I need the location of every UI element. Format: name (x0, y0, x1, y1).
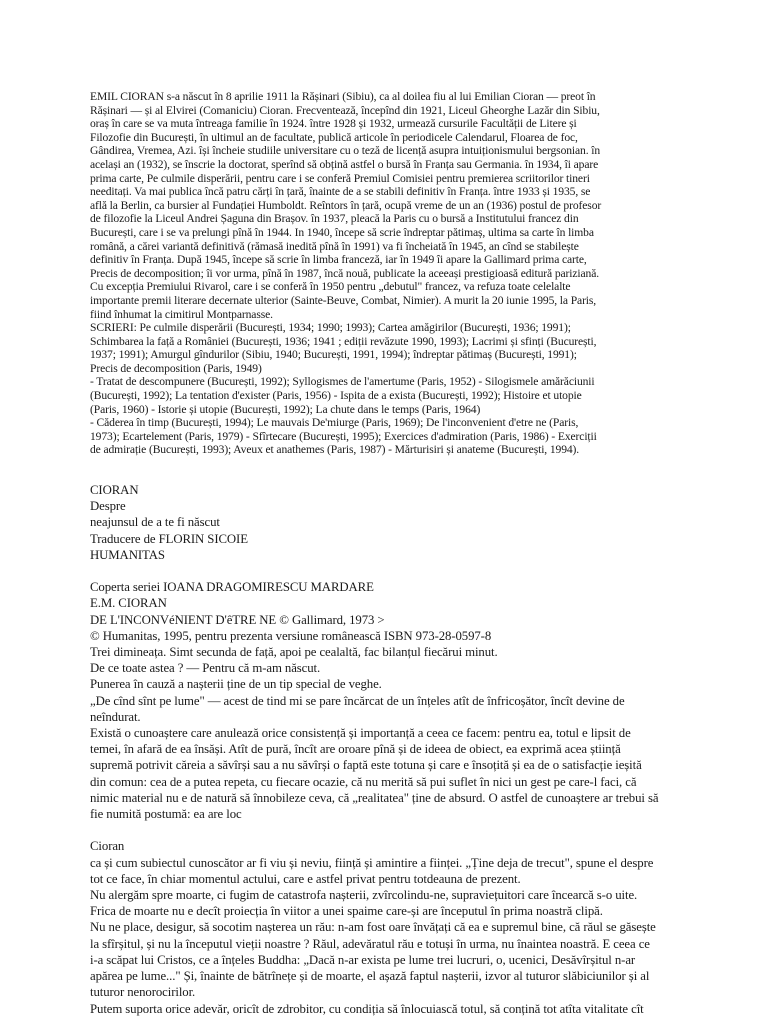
body-text-line: tuturor nenorocirilor. (90, 985, 196, 1000)
body-text-line: i-a scăpat lui Cristos, ce a înțeles Buddha: „Dacă n-ar exista pe lume trei lucruri, o, ucenici, Desăvîrșitul n-ar (90, 952, 636, 967)
body-text-line: Frica de moarte nu e decît proiecția în viitor a unei spaime care-și are începutul în prima noastră clipă. (90, 904, 603, 919)
biography-line: importante premii literare decernate ulterior (Sainte-Beuve, Combat, Nimier). A murit la 20 iunie 1995, la Paris, (90, 293, 597, 307)
biography-line: Filozofie din București, în ultimul an de facultate, publică articole în periodicele Calendarul, Floarea de foc, (90, 130, 578, 144)
biography-line: 1973); Ecartelement (Paris, 1979) - Sfîrtecare (București, 1995); Exercices d'admiration (Paris, 1986) - Exerciții (90, 429, 597, 443)
biography-line: București, care i se va prelungi pînă în 1944. In 1940, începe să scrie îndreptar pătimaș, ultima sa carte în limba (90, 225, 594, 239)
body-text-line: supremă potrivit căreia a săvîrși sau a nu săvîrși o faptă este totuna și care e însoțită și ea de o satisfacție ieșită (90, 758, 642, 773)
body-text-line: Nu alergăm spre moarte, ci fugim de catastrofa nașterii, zvîrcolindu-ne, supraviețuitori care încearcă s-o uite. (90, 888, 638, 903)
biography-line: de admirație (București, 1993); Aveux et anathemes (Paris, 1987) - Mărturisiri și anateme (București, 1994). (90, 443, 580, 457)
biography-line: 1937; 1991); Amurgul gîndurilor (Sibiu, 1940; București, 1991, 1994); îndreptar pătimaș (București, 1991); (90, 348, 577, 362)
body-text-line: Coperta seriei IOANA DRAGOMIRESCU MARDARE (90, 580, 374, 595)
body-text-line: Punerea în cauză a nașterii ține de un tip special de veghe. (90, 677, 382, 692)
biography-line: același an (1932), se înscrie la doctorat, sperînd să obțină astfel o bursă în Franța sau Germania. în 1934, îi apare (90, 157, 599, 171)
body-text-line: E.M. CIORAN (90, 596, 167, 611)
body-text-line: CIORAN (90, 483, 139, 497)
biography-line: Cu excepția Premiului Rivarol, care i se conferă în 1950 pentru „debutul" francez, va refuza toate celelalte (90, 280, 571, 294)
body-text-line: Traducere de FLORIN SICOIE (90, 531, 248, 546)
biography-line: (Paris, 1960) - Istorie și utopie (București, 1992); La chute dans le temps (Paris, 1964) (90, 402, 481, 416)
biography-line: needitați. Va mai publica încă patru cărți în țară, înainte de a se stabili definitiv în Franța. între 1933 și 1935, se (90, 185, 591, 199)
body-text-line: temei, în afară de ea însăși. Atît de pură, încît are oroare pînă și de ideea de obiect, ea exprimă acea știință (90, 742, 621, 757)
body-text-line: Despre (90, 499, 126, 514)
body-text-line: neajunsul de a te fi născut (90, 515, 220, 530)
biography-line: - Tratat de descompunere (București, 1992); Syllogismes de l'amertume (Paris, 1952) - Silogismele amărăciunii (90, 375, 595, 389)
body-text-line: fie numită postumă: ea are loc (90, 807, 242, 822)
body-text-line: © Humanitas, 1995, pentru prezenta versiune românească ISBN 973-28-0597-8 (90, 628, 492, 643)
biography-line: SCRIERI: Pe culmile disperării (București, 1934; 1990; 1993); Cartea amăgirilor (București, 1936; 1991); (90, 321, 571, 335)
biography-line: află la Berlin, ca bursier al Fundației Humboldt. Reîntors în țară, ocupă vreme de un an (1936) postul de profesor (90, 198, 602, 212)
biography-line: - Căderea în timp (București, 1994); Le mauvais De'miurge (Paris, 1969); De l'inconvenient d'etre ne (Paris, (90, 416, 579, 430)
body-text-line: Putem suporta orice adevăr, oricît de zdrobitor, cu condiția să înlocuiască totul, să conțină tot atîta vitalitate cît (90, 1001, 644, 1016)
body-text-line: ca și cum subiectul cunoscător ar fi viu și neviu, ființă și amintire a ființei. „Ține deja de trecut", spune el despre (90, 855, 654, 870)
body-text-line: Cioran (90, 839, 125, 854)
body-text-line: la sfîrșitul, și nu la începutul vieții noastre ? Răul, adevăratul rău e totuși în urma, nu înaintea noastră. E ceea ce (90, 936, 650, 951)
biography-line: română, a cărei variantă definitivă (rămasă inedită pînă în 1991) va fi încheiată în 1945, an cînd se stabilește (90, 239, 579, 253)
body-text-line: tot ce face, în chiar momentul actului, care e astfel privat pentru totdeauna de prezent. (90, 871, 521, 886)
body-text-line: apărea pe lume..." Și, înainte de bătrînețe și de moarte, el așază faptul nașterii, izvor al tuturor slăbiciunilor și al (90, 969, 650, 984)
biography-line: fiind înhumat la cimitirul Montparnasse. (90, 307, 273, 321)
body-text-line: HUMANITAS (90, 547, 165, 562)
body-text-line: Trei dimineața. Simt secunda de față, apoi pe cealaltă, fac bilanțul fiecărui minut. (90, 645, 498, 660)
body-text-line (90, 563, 686, 579)
body-text-line: neîndurat. (90, 709, 141, 724)
body-text-line (90, 822, 686, 838)
biography-line: Precis de decomposition; îi vor urma, pînă în 1987, încă nouă, publicate la aceeași prestigioasă editură pariziană. (90, 266, 600, 280)
biography-line: de filozofie la Liceul Andrei Șaguna din Brașov. în 1937, pleacă la Paris cu o bursă a Institutului francez din (90, 212, 579, 226)
biography-line: Schimbarea la față a României (București, 1936; 1941 ; ediții revăzute 1990, 1993); Lacrimi și sfinți (București, (90, 334, 597, 348)
body-text-line: Există o cunoaștere care anulează orice consistență și importanță a ceea ce facem: pentru ea, totul e lipsit de (90, 726, 631, 741)
biography-line: Rășinari — și al Elvirei (Comaniciu) Cioran. Frecventează, începînd din 1921, Liceul Gheorghe Lazăr din Sibiu, (90, 103, 600, 117)
author-biography (90, 90, 686, 457)
body-text-line: De ce toate astea ? — Pentru că m-am născut. (90, 661, 321, 676)
biography-line: prima carte, Pe culmile disperării, pentru care i se conferă Premiul Comisiei pentru premierea scriitorilor tineri (90, 171, 590, 185)
biography-line: oraș în care se va muta întreaga familie în 1924. între 1928 și 1932, urmează cursurile Facultății de Litere și (90, 117, 577, 131)
body-text-line: din comun: cea de a putea repeta, cu fiecare ocazie, că nu merită să pui suflet în nici un gest pe care-l faci, că (90, 774, 637, 789)
body-text-line: Nu ne place, desigur, să socotim nașterea un rău: n-am fost oare învățați că ea e supremul bine, că răul se găsește (90, 920, 656, 935)
body-text-line: „De cînd sînt pe lume" — acest de tind mi se pare încărcat de un înțeles atît de înfricoșător, încît devine de (90, 693, 625, 708)
body-text-line: DE L'INCONVéNIENT D'êTRE NE © Gallimard, 1973 > (90, 612, 385, 627)
biography-line: (București, 1992); La tentation d'exister (Paris, 1956) - Ispita de a exista (București, 1992); Histoire et utopie (90, 389, 582, 403)
biography-line: Gândirea, Vremea, Azi. își încheie studiile universitare cu o teză de licență asupra intuiționismului bergsonian. în (90, 144, 601, 158)
biography-line: definitiv în Franța. După 1945, începe să scrie în limba franceză, iar în 1949 îi apare la Gallimard prima carte, (90, 253, 587, 267)
body-text-line: nimic material nu e de natură să înnobileze ceva, că „realitatea" ține de absurd. O astfel de cunoaștere ar trebui să (90, 790, 659, 805)
biography-line: EMIL CIORAN s-a născut în 8 aprilie 1911 la Rășinari (Sibiu), ca al doilea fiu al lui Emilian Cioran — preot în (90, 90, 596, 103)
book-front-matter-and-text (90, 482, 686, 1017)
biography-line: Precis de decomposition (Paris, 1949) (90, 361, 262, 375)
